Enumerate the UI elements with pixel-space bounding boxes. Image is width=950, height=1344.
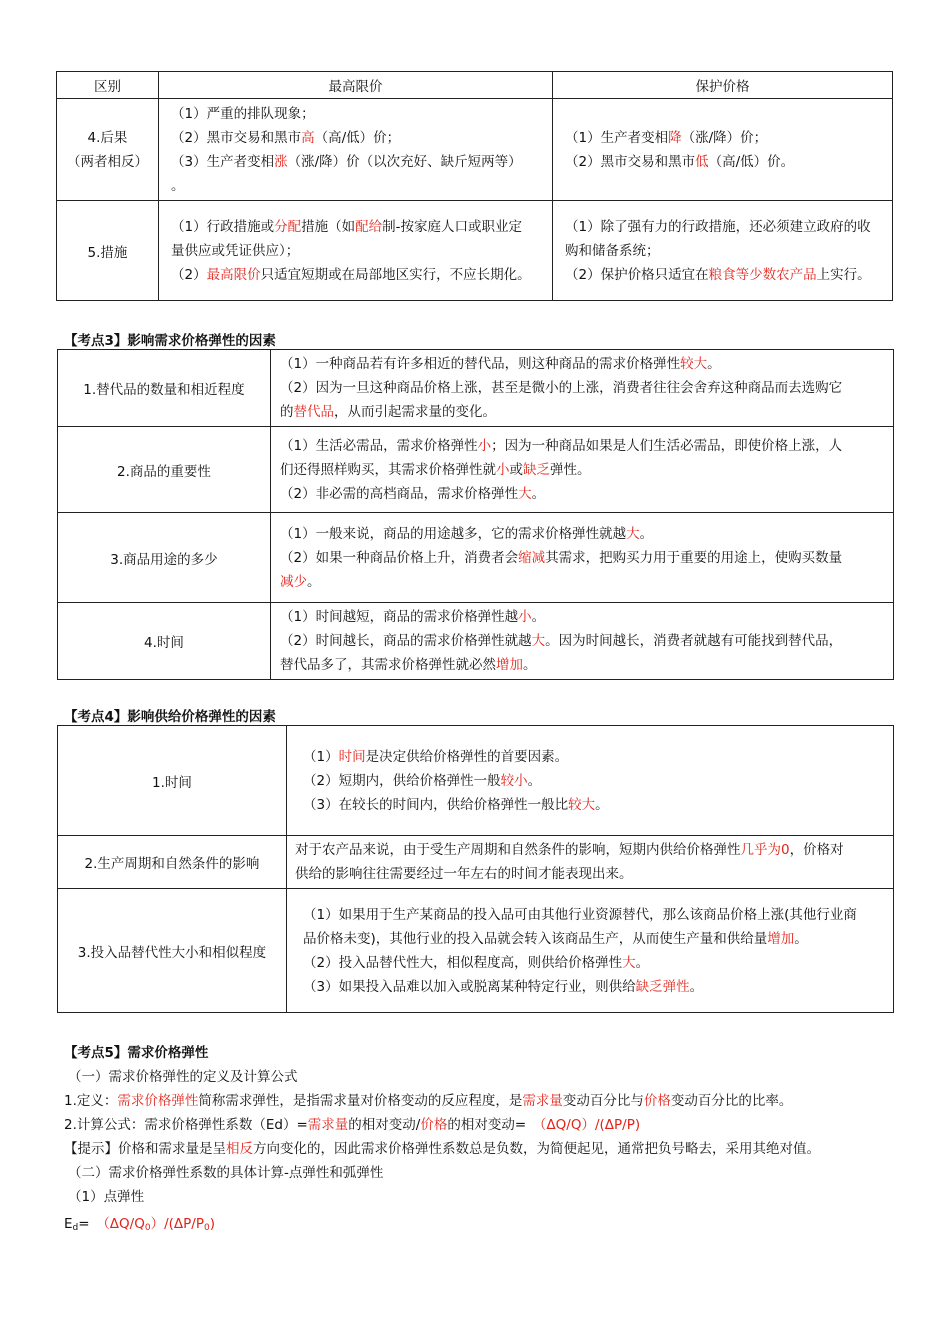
text-line <box>171 239 546 263</box>
text-line <box>171 102 546 126</box>
supply-factor-label: 1.时间 <box>58 726 287 836</box>
text-line <box>171 150 546 174</box>
text-line <box>303 927 887 951</box>
highlight-text: 相反 <box>226 1141 253 1157</box>
text-segment: （3）生产者变相 <box>171 153 275 170</box>
text-segment: 。 <box>531 485 546 502</box>
consequence-max-price <box>159 99 553 201</box>
text-line <box>280 653 887 677</box>
text-segment: 。 <box>639 525 654 542</box>
text-segment: 简称需求弹性，是指需求量对价格变动的反应程度，是 <box>198 1093 523 1109</box>
text-segment: 1.定义： <box>64 1093 118 1109</box>
text-segment: （2）时间越长，商品的需求价格弹性就越 <box>280 633 532 649</box>
text-segment: 品价格未变)，其他行业的投入品就会转入该商品生产，从而使生产量和供给量 <box>303 930 768 947</box>
supply-factor-content <box>287 836 894 889</box>
row-measures-label: 5.措施 <box>57 201 159 301</box>
text-segment: （高/低）价。 <box>708 153 795 170</box>
text-line <box>565 126 886 150</box>
text-segment: 供给的影响往往需要经过一年左右的时间才能表现出来。 <box>295 866 633 882</box>
text-segment: （1）除了强有力的行政措施，还必须建立政府的收 <box>565 218 871 235</box>
text-segment: 制-按家庭人口或职业定 <box>382 218 522 235</box>
highlight-text: （ΔQ/Q）/(ΔP/P) <box>539 1117 641 1133</box>
demand-factor-content <box>271 427 894 513</box>
section5-para <box>64 1113 640 1137</box>
highlight-text: 减少 <box>280 573 307 590</box>
point-elasticity-formula: $E_d=$ $(\Delta Q/Q_0)/(\Delta P/P_0)$ <box>64 1216 215 1233</box>
highlight-text: 降 <box>668 129 682 146</box>
text-segment: （二）需求价格弹性系数的具体计算-点弹性和弧弹性 <box>68 1165 384 1181</box>
text-segment: （高/低）价； <box>314 129 401 146</box>
text-segment: （1）生活必需品，需求价格弹性 <box>280 437 478 454</box>
highlight-text: 需求价格弹性 <box>117 1093 199 1109</box>
section5-para <box>64 1089 792 1113</box>
demand-factor-label: 4.时间 <box>58 603 271 680</box>
text-segment: 弹性。 <box>550 461 591 478</box>
text-segment: 。 <box>595 796 609 813</box>
text-segment: 的相对变动/ <box>348 1117 421 1133</box>
text-segment: （2）黑市交易和黑市 <box>565 153 696 170</box>
text-segment: （涨/降）价； <box>681 129 768 146</box>
supply-factor-content <box>287 889 894 1013</box>
text-segment: 。 <box>635 954 650 971</box>
text-segment: 。 <box>707 356 721 372</box>
demand-elasticity-factors-table <box>57 349 894 680</box>
highlight-text: 时间 <box>338 748 366 765</box>
supply-factor-label: 2.生产周期和自然条件的影响 <box>58 836 287 889</box>
text-segment: （1）一般来说，商品的用途越多，它的需求价格弹性就越 <box>280 525 627 542</box>
price-control-table <box>56 71 893 301</box>
text-line <box>280 546 887 570</box>
measures-protection-price <box>553 201 893 301</box>
text-line <box>565 150 886 174</box>
highlight-text: 较小 <box>500 772 528 789</box>
text-segment: （2）短期内，供给价格弹性一般 <box>303 772 501 789</box>
text-segment: （1）如果用于生产某商品的投入品可由其他行业资源替代，那么该商品价格上涨(其他行业商 <box>303 906 857 923</box>
text-segment: （1）点弹性 <box>68 1189 145 1205</box>
text-segment: 们还得照样购买，其需求价格弹性就 <box>280 461 496 478</box>
text-line <box>171 215 546 239</box>
text-segment: 其需求，把购买力用于重要的用途上，使购买数量 <box>545 549 843 566</box>
text-line <box>565 263 886 287</box>
text-line <box>303 903 887 927</box>
text-segment: （一）需求价格弹性的定义及计算公式 <box>68 1069 298 1085</box>
text-segment: （涨/降）价（以次充好、缺斤短两等） <box>287 153 522 170</box>
text-segment: 上实行。 <box>816 266 871 283</box>
text-line <box>295 838 887 862</box>
highlight-text: 大 <box>622 954 636 971</box>
demand-factor-content <box>271 350 894 427</box>
text-segment: 。 <box>307 573 321 590</box>
text-segment: 2.计算公式：需求价格弹性系数（Ed）= <box>64 1117 308 1133</box>
text-segment: （2）非必需的高档商品，需求价格弹性 <box>280 485 519 502</box>
text-segment: （1）时间越短，商品的需求价格弹性越 <box>280 609 519 625</box>
highlight-text: 需求量 <box>522 1093 563 1109</box>
text-line <box>303 769 887 793</box>
text-line <box>303 951 887 975</box>
text-line <box>280 522 887 546</box>
section5-para <box>68 1065 298 1089</box>
highlight-text: 几乎为0 <box>740 842 790 858</box>
text-segment: 。 <box>171 177 185 194</box>
text-segment: ；因为一种商品如果是人们生活必需品，即使价格上涨，人 <box>491 437 843 454</box>
highlight-text: 大 <box>518 485 532 502</box>
text-segment: 方向变化的，因此需求价格弹性系数总是负数，为简便起见，通常把负号略去，采用其绝对值。 <box>253 1141 820 1157</box>
text-segment: （1）严重的排队现象； <box>171 105 315 122</box>
text-line <box>280 352 887 376</box>
text-line <box>171 126 546 150</box>
text-line <box>565 215 886 239</box>
text-segment: （1）行政措施或 <box>171 218 275 235</box>
text-segment: 。 <box>527 772 542 789</box>
section5-title: 【考点5】需求价格弹性 <box>64 1045 209 1061</box>
highlight-text: 较大 <box>568 796 596 813</box>
highlight-text: 低 <box>695 153 709 170</box>
text-segment: （2）因为一旦这种商品价格上涨，甚至是微小的上涨，消费者往往会舍弃这种商品而去选购它 <box>280 380 843 396</box>
text-segment: 或 <box>509 461 523 478</box>
section3-title: 【考点3】影响需求价格弹性的因素 <box>64 333 276 349</box>
highlight-text: 缺乏 <box>523 461 550 478</box>
highlight-text: 大 <box>626 525 640 542</box>
text-segment: 替代品多了，其需求价格弹性就必然 <box>280 657 496 673</box>
text-segment: 措施（如 <box>301 218 356 235</box>
text-segment: （3）在较长的时间内，供给价格弹性一般比 <box>303 796 569 813</box>
section5-para <box>68 1161 383 1185</box>
demand-factor-label: 2.商品的重要性 <box>58 427 271 513</box>
row-consequence-label: 4.后果 （两者相反） <box>57 99 159 201</box>
highlight-text: 小 <box>477 437 492 454</box>
demand-factor-label: 3.商品用途的多少 <box>58 513 271 603</box>
text-segment: 只适宜短期或在局部地区实行，不应长期化。 <box>260 266 531 283</box>
highlight-text: 涨 <box>274 153 288 170</box>
text-segment: （1）一种商品若有许多相近的替代品，则这种商品的需求价格弹性 <box>280 356 681 372</box>
text-segment: 变动百分比与 <box>562 1093 644 1109</box>
text-line <box>280 605 887 629</box>
highlight-text: 价格 <box>643 1093 671 1109</box>
text-line <box>303 745 887 769</box>
highlight-text: 价格 <box>420 1117 448 1133</box>
text-line <box>280 434 887 458</box>
text-segment: 对于农产品来说，由于受生产周期和自然条件的影响，短期内供给价格弹性 <box>295 842 741 858</box>
header-protection-price: 保护价格 <box>553 72 893 99</box>
text-segment: （1）生产者变相 <box>565 129 669 146</box>
highlight-text: 大 <box>531 633 546 649</box>
text-line <box>171 174 546 198</box>
demand-factor-content <box>271 603 894 680</box>
demand-factor-content <box>271 513 894 603</box>
header-category: 区别 <box>57 72 159 99</box>
header-max-price: 最高限价 <box>159 72 553 99</box>
text-line <box>303 793 887 817</box>
text-segment: 变动百分比的比率。 <box>670 1093 793 1109</box>
section4-title: 【考点4】影响供给价格弹性的因素 <box>64 709 276 725</box>
text-segment: 。因为时间越长，消费者就越有可能找到替代品， <box>545 633 843 649</box>
highlight-text: 增加 <box>767 930 795 947</box>
text-segment: （3）如果投入品难以加入或脱离某种特定行业，则供给 <box>303 978 636 995</box>
text-line <box>303 975 887 999</box>
text-line <box>565 239 886 263</box>
highlight-text: 较大 <box>680 356 708 372</box>
text-segment: 量供应或凭证供应）； <box>171 242 300 259</box>
highlight-text: 增加 <box>496 657 523 673</box>
text-line <box>280 400 887 424</box>
text-segment: 。 <box>689 978 704 995</box>
text-line <box>171 263 546 287</box>
highlight-text: 分配 <box>274 218 302 235</box>
text-segment: （2）保护价格只适宜在 <box>565 266 709 283</box>
text-line <box>280 458 887 482</box>
highlight-text: 最高限价 <box>206 266 261 283</box>
highlight-text: 小 <box>518 609 532 625</box>
text-segment: 的 <box>280 404 294 420</box>
text-line <box>280 629 887 653</box>
highlight-text: 缺乏弹性 <box>635 978 690 995</box>
section5-para <box>64 1137 820 1161</box>
text-segment: 。 <box>531 609 546 625</box>
highlight-text: 替代品 <box>293 404 334 420</box>
supply-factor-label: 3.投入品替代性大小和相似程度 <box>58 889 287 1013</box>
section5-para <box>68 1185 144 1209</box>
text-segment: （1） <box>303 748 339 765</box>
demand-factor-label: 1.替代品的数量和相近程度 <box>58 350 271 427</box>
highlight-text: 粮食等少数农产品 <box>708 266 817 283</box>
text-segment: （2）投入品替代性大，相似程度高，则供给价格弹性 <box>303 954 623 971</box>
text-segment: 购和储备系统； <box>565 242 660 259</box>
text-segment: 【提示】价格和需求量是呈 <box>64 1141 226 1157</box>
text-segment: 的相对变动= <box>447 1117 540 1133</box>
text-segment: 。 <box>794 930 808 947</box>
text-line <box>280 482 887 506</box>
text-line <box>295 862 887 886</box>
consequence-protection-price <box>553 99 893 201</box>
text-segment: （2）黑市交易和黑市 <box>171 129 302 146</box>
text-segment: ，从而引起需求量的变化。 <box>334 404 496 420</box>
measures-max-price <box>159 201 553 301</box>
text-line <box>280 376 887 400</box>
text-segment: ，价格对 <box>789 842 844 858</box>
text-segment: 是决定供给价格弹性的首要因素。 <box>365 748 569 765</box>
text-segment: 。 <box>523 657 537 673</box>
highlight-text: 缩减 <box>518 549 546 566</box>
text-segment: （2）如果一种商品价格上升，消费者会 <box>280 549 519 566</box>
highlight-text: 高 <box>301 129 315 146</box>
supply-factor-content <box>287 726 894 836</box>
supply-elasticity-factors-table <box>57 725 894 1013</box>
text-segment: （2） <box>171 266 207 283</box>
highlight-text: 小 <box>496 461 510 478</box>
highlight-text: 配给 <box>355 218 383 235</box>
highlight-text: 需求量 <box>307 1117 349 1133</box>
text-line <box>280 570 887 594</box>
